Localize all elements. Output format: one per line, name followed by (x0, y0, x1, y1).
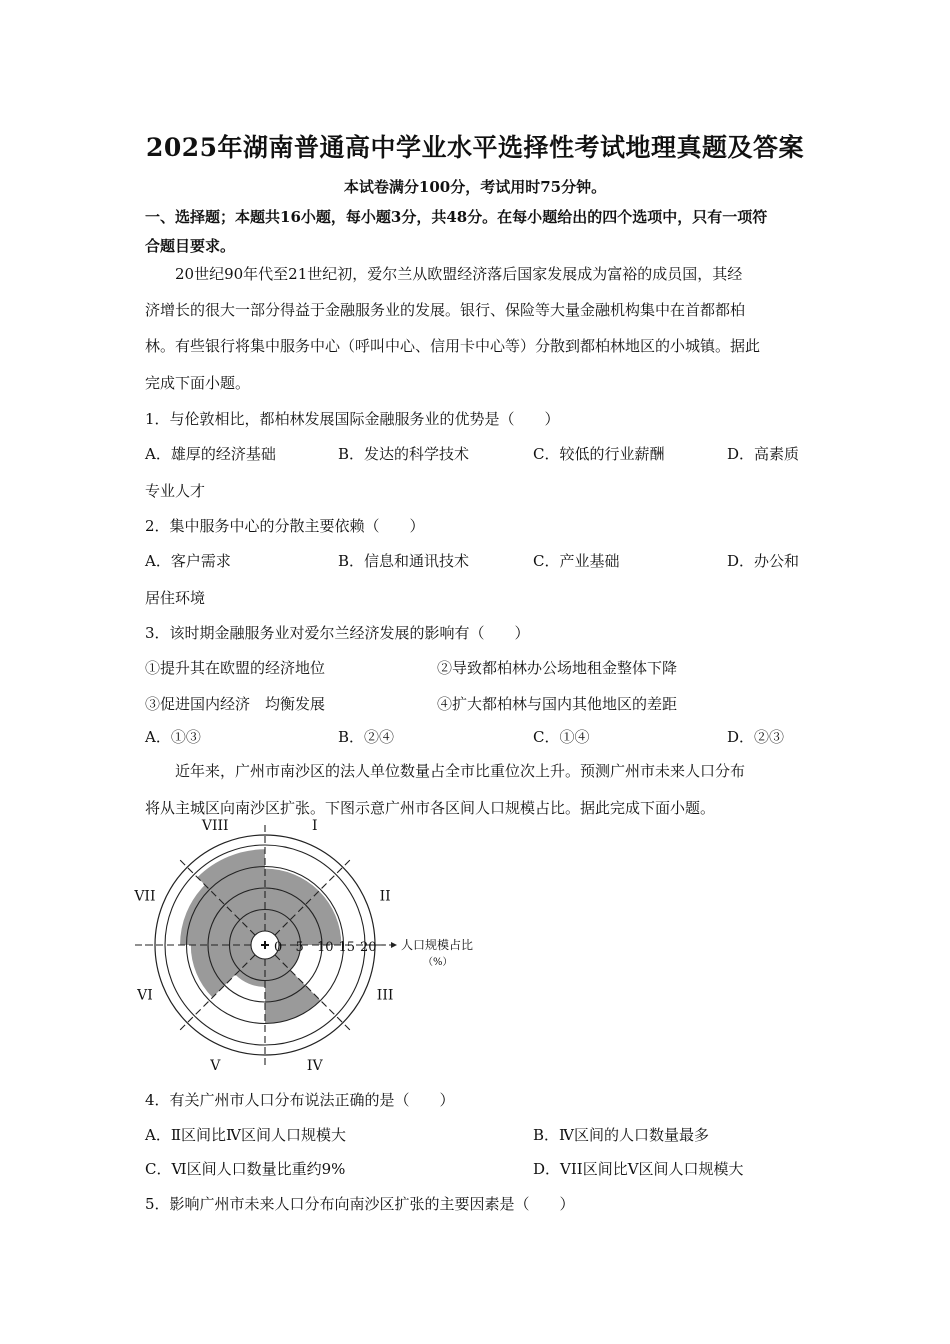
passage1-line-2: 济增长的很大一部分得益于金融服务业的发展。银行、保险等大量金融机构集中在首都都柏 (145, 301, 746, 319)
sector-label-III: III (376, 987, 394, 1004)
q4-option-b: B．Ⅳ区间的人口数量最多 (533, 1126, 710, 1144)
tick-label: 15 (338, 940, 356, 955)
passage1-line-4: 完成下面小题。 (145, 374, 251, 392)
q1-option-b: B．发达的科学技术 (338, 445, 470, 463)
q2-option-d: D．办公和 (727, 552, 800, 570)
q2-option-c: C．产业基础 (533, 552, 620, 570)
q3-option-d: D．②③ (727, 728, 785, 746)
q4-option-c: C．Ⅵ区间人口数量比重约9% (145, 1160, 346, 1178)
tick-label: 5 (295, 940, 304, 955)
section-heading-line-2: 合题目要求。 (145, 237, 236, 255)
exam-subtitle: 本试卷满分100分，考试用时75分钟。 (343, 178, 607, 196)
passage2-line-2: 将从主城区向南沙区扩张。下图示意广州市各区间人口规模占比。据此完成下面小题。 (145, 799, 716, 817)
tick-label: 20 (360, 940, 377, 955)
q3-option-b: B．②④ (338, 728, 395, 746)
passage2-line-1: 近年来，广州市南沙区的法人单位数量占全市比重位次上升。预测广州市未来人口分布 (175, 762, 746, 780)
q4-stem: 4．有关广州市人口分布说法正确的是（ ） (145, 1091, 455, 1109)
q4-option-d: D．VII区间比Ⅴ区间人口规模大 (533, 1160, 744, 1178)
q5-stem: 5．影响广州市未来人口分布向南沙区扩张的主要因素是（ ） (145, 1195, 575, 1213)
q3-statement-2: ②导致都柏林办公场地租金整体下降 (437, 659, 678, 677)
q1-stem: 1．与伦敦相比，都柏林发展国际金融服务业的优势是（ ） (145, 410, 560, 428)
q3-option-c: C．①④ (533, 728, 590, 746)
q3-statement-1: ①提升其在欧盟的经济地位 (145, 659, 326, 677)
center-mark (261, 941, 269, 949)
q4-option-a: A．Ⅱ区间比Ⅳ区间人口规模大 (145, 1126, 347, 1144)
tick-label: 0 (274, 940, 283, 955)
sector-label-VIII: VIII (201, 817, 229, 834)
q2-stem: 2．集中服务中心的分散主要依赖（ ） (145, 517, 425, 535)
q1-option-d-continued: 专业人才 (145, 482, 206, 500)
axis-title: 人口规模占比 (401, 938, 474, 952)
axis-arrow (391, 942, 397, 948)
q1-option-a: A．雄厚的经济基础 (145, 445, 276, 463)
sector-label-II: II (379, 888, 391, 905)
sector-label-V: V (210, 1058, 221, 1075)
sector-label-I: I (311, 817, 318, 834)
q3-statement-3: ③促进国内经济 均衡发展 (145, 695, 326, 713)
exam-title: 2025年湖南普通高中学业水平选择性考试地理真题及答案 (145, 133, 805, 162)
sector-label-IV: IV (306, 1058, 323, 1075)
q2-option-a: A．客户需求 (145, 552, 231, 570)
q3-statement-4: ④扩大都柏林与国内其他地区的差距 (437, 695, 678, 713)
passage1-line-3: 林。有些银行将集中服务中心（呼叫中心、信用卡中心等）分散到都柏林地区的小城镇。据此 (145, 337, 761, 355)
tick-label: 10 (317, 940, 334, 955)
axis-unit: （%） (423, 957, 453, 968)
passage1-line-1: 20世纪90年代至21世纪初，爱尔兰从欧盟经济落后国家发展成为富裕的成员国，其经 (175, 265, 743, 283)
section-heading-line-1: 一、选择题；本题共16小题，每小题3分，共48分。在每小题给出的四个选项中，只有一项符 (145, 208, 768, 226)
q3-stem: 3．该时期金融服务业对爱尔兰经济发展的影响有（ ） (145, 624, 530, 642)
q1-option-c: C．较低的行业薪酬 (533, 445, 665, 463)
q2-option-b: B．信息和通讯技术 (338, 552, 470, 570)
population-radial-chart (134, 817, 480, 1075)
q3-option-a: A．①③ (145, 728, 201, 746)
q1-option-d: D．高素质 (727, 445, 800, 463)
q2-option-d-continued: 居住环境 (145, 589, 206, 607)
sector-label-VII: VII (134, 888, 156, 905)
sector-label-VI: VI (137, 987, 153, 1004)
